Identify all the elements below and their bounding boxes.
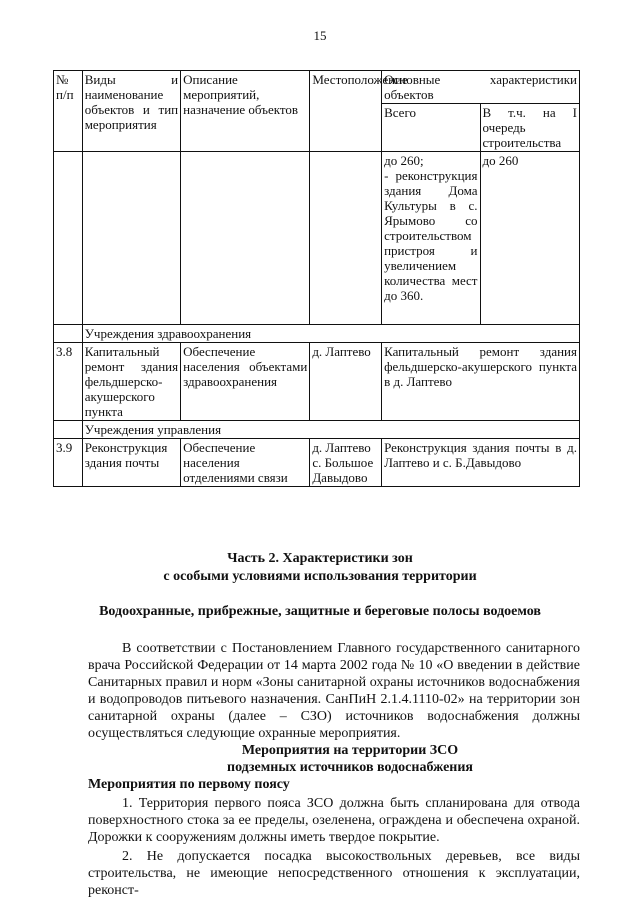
header-description: Описание мероприятий, назначение объектов	[181, 71, 310, 152]
table-header-row	[54, 71, 580, 104]
row-3-8-kind: Капитальный ремонт здания фельдшерско-акушерского пункта	[82, 343, 180, 421]
section-row-health	[54, 325, 580, 343]
section-row-admin	[54, 421, 580, 439]
objects-table	[53, 70, 580, 487]
header-total: Всего	[382, 104, 480, 152]
item-1-paragraph: 1. Территория первого пояса ЗСО должна быть спланирована для отвода поверхностного стока за ее пределы, озеленена, ограждена и обеспечена охраной. Дорожки к сооружениям должны иметь твердое покрытие.	[88, 796, 580, 845]
row-3-9-description: Обеспечение населения отделениями связи	[181, 439, 310, 487]
part2-subtitle: Водоохранные, прибрежные, защитные и береговые полосы водоемов	[99, 604, 541, 619]
section-health-label: Учреждения здравоохранения	[82, 325, 579, 343]
item-2-paragraph: 2. Не допускается посадка высокоствольных деревьев, все виды строительства, не имеющие непосредственного отношения к эксплуатации, реконст-	[88, 849, 580, 898]
page-number: 15	[313, 28, 327, 43]
table-row-3-8	[54, 343, 580, 421]
measures-title-line1: Мероприятия на территории ЗСО	[241, 743, 459, 758]
row-3-9-location: д. Лаптево с. Большое Давыдово	[310, 439, 382, 487]
header-num: № п/п	[54, 71, 83, 152]
row-3-8-description: Обеспечение населения объектами здравоохранения	[181, 343, 310, 421]
intro-paragraph: В соответствии с Постановлением Главного государственного санитарного врача Российской Федерации от 14 марта 2002 года № 10 «О введении в действие Санитарных правил и норм «Зоны санитарной охраны источников водоснабжения и водопроводов питьевого назначения. СанПиН 2.1.4.1110-02» на территории зон санитарной охраны (далее – СЗО) источников водоснабжения должны осуществляться следующие охранные мероприятия.	[88, 641, 580, 741]
table-row-3-9	[54, 439, 580, 487]
row-3-9-num: 3.9	[54, 439, 83, 487]
section-admin-label: Учреждения управления	[82, 421, 579, 439]
row-3-8-num: 3.8	[54, 343, 83, 421]
header-location: Местоположение	[310, 71, 382, 152]
table-row-continuation	[54, 152, 580, 325]
header-kinds: Виды и наименование объектов и тип мероприятия	[82, 71, 180, 152]
row-3-8-characteristics: Капитальный ремонт здания фельдшерско-акушерского пункта в д. Лаптево	[382, 343, 580, 421]
row-3-8-location: д. Лаптево	[310, 343, 382, 421]
part2-title-line1: Часть 2. Характеристики зон	[227, 551, 413, 566]
part2-title-line2: с особыми условиями использования территории	[163, 569, 477, 584]
header-main-characteristics: Основные характеристики объектов	[382, 71, 580, 104]
row-3-9-kind: Реконструкция здания почты	[82, 439, 180, 487]
header-first-stage: В т.ч. на I очередь строительства	[480, 104, 580, 152]
first-belt-heading: Мероприятия по первому поясу	[88, 777, 290, 792]
continuation-total: до 260; - реконструкция здания Дома Культуры в с. Ярымово со строительством пристроя и увеличением количества мест до 360.	[382, 152, 480, 325]
row-3-9-characteristics: Реконструкция здания почты в д. Лаптево и с. Б.Давыдово	[382, 439, 580, 487]
measures-title-line2: подземных источников водоснабжения	[227, 760, 473, 775]
continuation-first-stage: до 260	[480, 152, 580, 325]
